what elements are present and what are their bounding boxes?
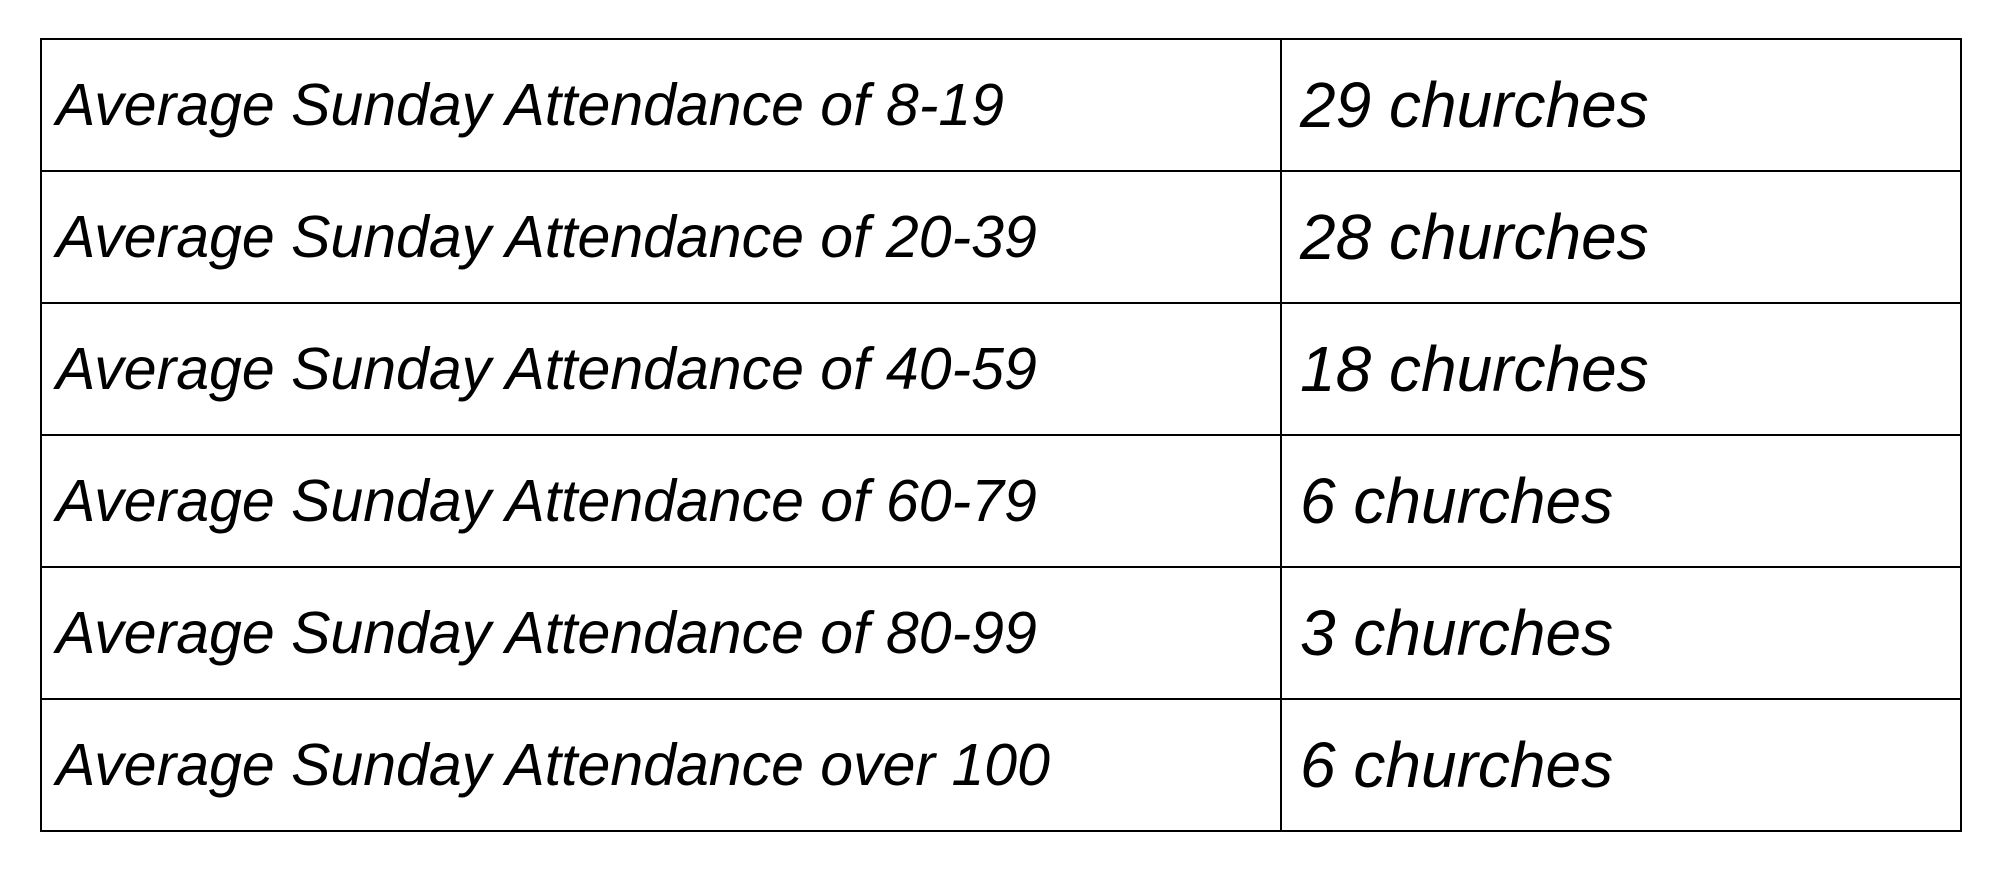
attendance-range-cell: Average Sunday Attendance of 60-79 (41, 435, 1281, 567)
table-row (41, 699, 1961, 831)
table-row (41, 303, 1961, 435)
church-count-cell: 18 churches (1281, 303, 1961, 435)
attendance-table (40, 38, 1962, 832)
table-row (41, 567, 1961, 699)
church-count-cell: 29 churches (1281, 39, 1961, 171)
table-row (41, 435, 1961, 567)
church-count-cell: 6 churches (1281, 699, 1961, 831)
table-row (41, 171, 1961, 303)
attendance-range-cell: Average Sunday Attendance of 8-19 (41, 39, 1281, 171)
attendance-range-cell: Average Sunday Attendance of 40-59 (41, 303, 1281, 435)
attendance-range-cell: Average Sunday Attendance of 20-39 (41, 171, 1281, 303)
attendance-range-cell: Average Sunday Attendance of 80-99 (41, 567, 1281, 699)
church-count-cell: 28 churches (1281, 171, 1961, 303)
attendance-range-cell: Average Sunday Attendance over 100 (41, 699, 1281, 831)
table-row (41, 39, 1961, 171)
church-count-cell: 6 churches (1281, 435, 1961, 567)
church-count-cell: 3 churches (1281, 567, 1961, 699)
